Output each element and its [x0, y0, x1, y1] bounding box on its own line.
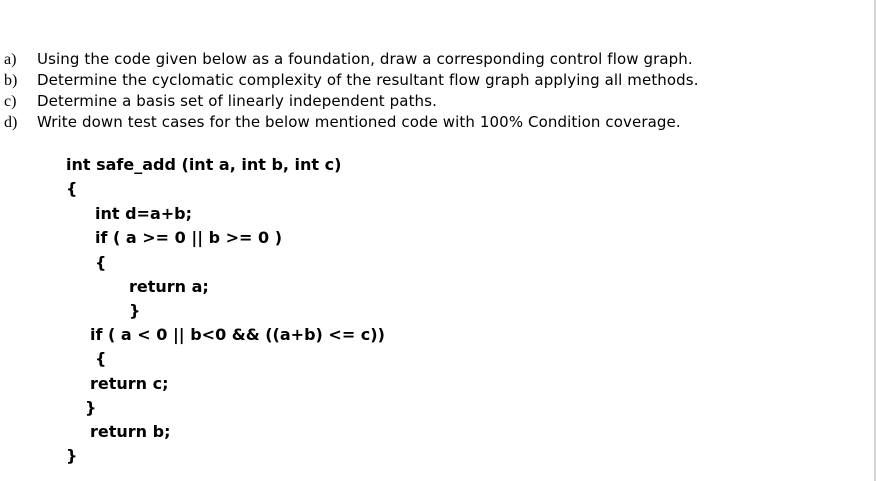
code-if-condition-2: if ( a < 0 || b<0 && ((a+b) <= c)) [90, 325, 385, 344]
code-return-c: return c; [90, 374, 169, 393]
code-function-signature: int safe_add (int a, int b, int c) [66, 155, 342, 174]
right-border-line [874, 0, 876, 481]
code-return-b: return b; [90, 422, 171, 441]
code-if2-close-brace: } [85, 398, 97, 417]
code-close-brace: } [66, 446, 78, 465]
question-text: Determine a basis set of linearly independent paths. [37, 92, 437, 110]
question-marker: c) [4, 93, 17, 110]
question-marker: b) [4, 72, 18, 89]
code-declaration: int d=a+b; [95, 204, 193, 223]
code-open-brace: { [66, 179, 78, 198]
question-marker: d) [4, 114, 18, 131]
question-text: Using the code given below as a foundation, draw a corresponding control flow graph. [37, 50, 693, 68]
question-item-a [4, 49, 699, 70]
question-list [4, 49, 699, 133]
question-item-d [4, 112, 699, 133]
code-return-a: return a; [129, 277, 209, 296]
question-text: Determine the cyclomatic complexity of the resultant flow graph applying all methods. [37, 71, 699, 89]
code-if1-close-brace: } [129, 301, 141, 320]
code-if-condition-1: if ( a >= 0 || b >= 0 ) [95, 228, 283, 247]
question-text: Write down test cases for the below mentioned code with 100% Condition coverage. [37, 113, 681, 131]
code-if2-open-brace: { [95, 349, 107, 368]
question-item-c [4, 91, 699, 112]
code-if1-open-brace: { [95, 253, 107, 272]
question-marker: a) [4, 51, 17, 68]
question-item-b [4, 70, 699, 91]
